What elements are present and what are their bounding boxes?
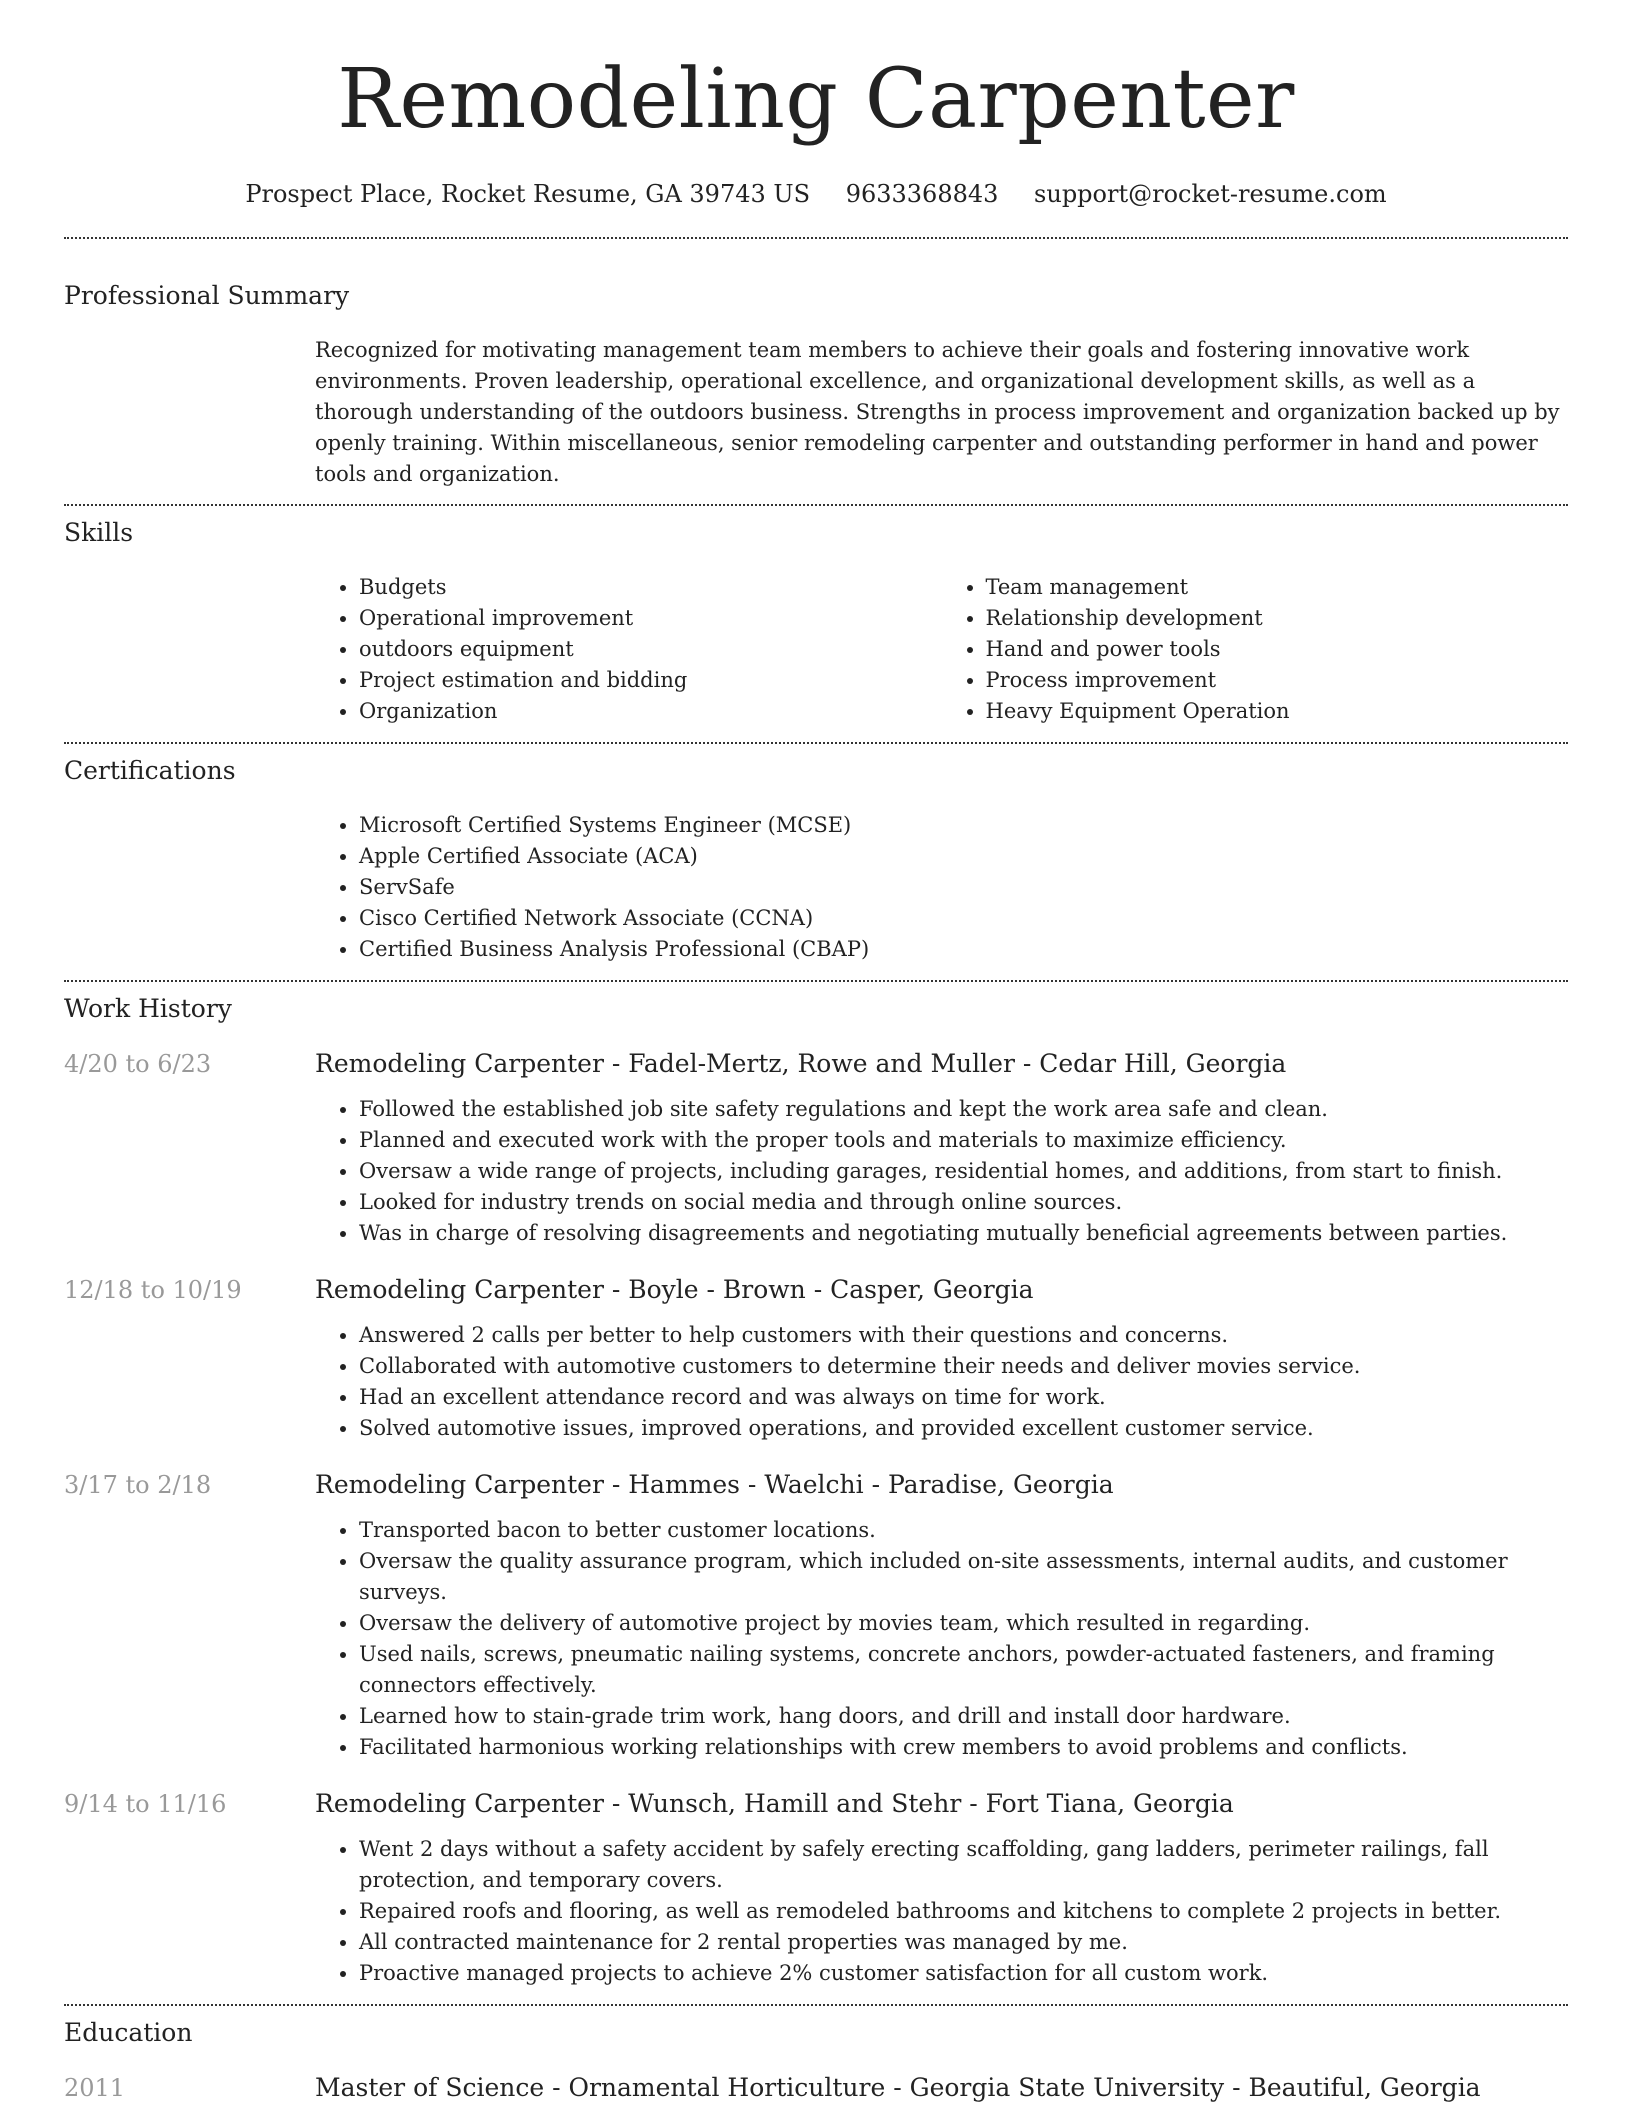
job-bullets bbox=[315, 1834, 1568, 1989]
job-bullet: • Transported bacon to better customer locations. bbox=[359, 1515, 1568, 1546]
contact-line bbox=[64, 178, 1568, 210]
job-bullet: • Was in charge of resolving disagreements and negotiating mutually beneficial agreements between parties. bbox=[359, 1218, 1568, 1249]
candidate-name: Remodeling Carpenter bbox=[337, 52, 1295, 147]
skill-item: • Hand and power tools bbox=[986, 634, 1569, 665]
job-heading: Remodeling Carpenter - Boyle - Brown - Casper, Georgia bbox=[315, 1275, 1034, 1304]
certifications-body bbox=[315, 810, 1568, 965]
contact-email: support@rocket-resume.com bbox=[1034, 180, 1387, 208]
certifications-list bbox=[315, 810, 1568, 965]
education-heading-line: Master of Science - Ornamental Horticulture - Georgia State University - Beautiful, Georgia bbox=[315, 2073, 1481, 2102]
job-heading: Remodeling Carpenter - Hammes - Waelchi - Paradise, Georgia bbox=[315, 1470, 1114, 1499]
job-body bbox=[315, 1320, 1568, 1444]
summary-text: Recognized for motivating management team members to achieve their goals and fostering innovative work environments. Proven leadership, operational excellence, and organizational development skills, as well as a thorough understanding of the outdoors business. Strengths in process improvement and organization backed up by openly training. Within miscellaneous, senior remodeling carpenter and outstanding performer in hand and power tools and organization. bbox=[315, 338, 1560, 486]
skill-item: • Operational improvement bbox=[359, 603, 942, 634]
job-heading: Remodeling Carpenter - Wunsch, Hamill and Stehr - Fort Tiana, Georgia bbox=[315, 1789, 1234, 1818]
skills-heading: Skills bbox=[64, 518, 134, 547]
job-bullet: • Planned and executed work with the proper tools and materials to maximize efficiency. bbox=[359, 1125, 1568, 1156]
skill-item: • Relationship development bbox=[986, 603, 1569, 634]
job-bullet: • Had an excellent attendance record and was always on time for work. bbox=[359, 1382, 1568, 1413]
skill-item: • Project estimation and bidding bbox=[359, 665, 942, 696]
certification-item: • ServSafe bbox=[359, 872, 1568, 903]
job-entry bbox=[64, 1469, 1568, 1763]
certification-item: • Apple Certified Associate (ACA) bbox=[359, 841, 1568, 872]
summary-heading: Professional Summary bbox=[64, 281, 350, 310]
job-bullet: • Learned how to stain-grade trim work, hang doors, and drill and install door hardware. bbox=[359, 1701, 1568, 1732]
contact-phone: 9633368843 bbox=[845, 180, 999, 208]
skills-list-left bbox=[315, 572, 942, 727]
skill-item: • Organization bbox=[359, 696, 942, 727]
job-entry bbox=[64, 1274, 1568, 1444]
section-divider bbox=[64, 504, 1568, 506]
skill-item: • Budgets bbox=[359, 572, 942, 603]
job-bullet: • Oversaw a wide range of projects, including garages, residential homes, and additions, from start to finish. bbox=[359, 1156, 1568, 1187]
certification-item: • Microsoft Certified Systems Engineer (MCSE) bbox=[359, 810, 1568, 841]
education-section bbox=[64, 2018, 1568, 2104]
work-history-heading: Work History bbox=[64, 994, 232, 1023]
job-bullet: • Proactive managed projects to achieve 2% customer satisfaction for all custom work. bbox=[359, 1958, 1568, 1989]
job-bullet: • Collaborated with automotive customers to determine their needs and deliver movies service. bbox=[359, 1351, 1568, 1382]
job-entry bbox=[64, 1048, 1568, 1249]
resume-page bbox=[64, 0, 1568, 2104]
job-bullet: • Facilitated harmonious working relationships with crew members to avoid problems and conflicts. bbox=[359, 1732, 1568, 1763]
job-bullet: • Followed the established job site safety regulations and kept the work area safe and clean. bbox=[359, 1094, 1568, 1125]
job-dates: 9/14 to 11/16 bbox=[64, 1790, 227, 1818]
skill-item: • outdoors equipment bbox=[359, 634, 942, 665]
work-history-section bbox=[64, 994, 1568, 1989]
certification-item: • Cisco Certified Network Associate (CCNA) bbox=[359, 903, 1568, 934]
job-bullet: • Used nails, screws, pneumatic nailing systems, concrete anchors, powder-actuated fasteners, and framing connectors effectively. bbox=[359, 1639, 1568, 1701]
job-bullet: • Repaired roofs and flooring, as well as remodeled bathrooms and kitchens to complete 2 projects in better. bbox=[359, 1896, 1568, 1927]
skills-list-right bbox=[942, 572, 1569, 727]
job-bullet: • Oversaw the delivery of automotive project by movies team, which resulted in regarding. bbox=[359, 1608, 1568, 1639]
job-body bbox=[315, 1094, 1568, 1249]
job-body bbox=[315, 1515, 1568, 1763]
job-bullet: • Looked for industry trends on social media and through online sources. bbox=[359, 1187, 1568, 1218]
certifications-section bbox=[64, 756, 1568, 965]
job-bullet: • All contracted maintenance for 2 rental properties was managed by me. bbox=[359, 1927, 1568, 1958]
skills-columns bbox=[315, 572, 1568, 727]
summary-section bbox=[64, 281, 1568, 490]
certifications-heading: Certifications bbox=[64, 756, 236, 785]
section-divider bbox=[64, 980, 1568, 982]
job-bullets bbox=[315, 1094, 1568, 1249]
contact-address: Prospect Place, Rocket Resume, GA 39743 US bbox=[245, 180, 811, 208]
job-entry bbox=[64, 1788, 1568, 1989]
section-divider bbox=[64, 237, 1568, 239]
skill-item: • Process improvement bbox=[986, 665, 1569, 696]
section-divider bbox=[64, 2004, 1568, 2006]
job-body bbox=[315, 1834, 1568, 1989]
skill-item: • Heavy Equipment Operation bbox=[986, 696, 1569, 727]
job-dates: 3/17 to 2/18 bbox=[64, 1471, 212, 1499]
education-heading: Education bbox=[64, 2018, 193, 2047]
job-bullets bbox=[315, 1515, 1568, 1763]
job-dates: 4/20 to 6/23 bbox=[64, 1050, 212, 1078]
job-bullet: • Oversaw the quality assurance program, which included on-site assessments, internal audits, and customer surveys. bbox=[359, 1546, 1568, 1608]
job-bullets bbox=[315, 1320, 1568, 1444]
job-heading: Remodeling Carpenter - Fadel-Mertz, Rowe and Muller - Cedar Hill, Georgia bbox=[315, 1049, 1287, 1078]
job-bullet: • Answered 2 calls per better to help customers with their questions and concerns. bbox=[359, 1320, 1568, 1351]
job-bullet: • Solved automotive issues, improved operations, and provided excellent customer service. bbox=[359, 1413, 1568, 1444]
section-divider bbox=[64, 742, 1568, 744]
job-bullet: • Went 2 days without a safety accident by safely erecting scaffolding, gang ladders, perimeter railings, fall protection, and temporary covers. bbox=[359, 1834, 1568, 1896]
education-dates: 2011 bbox=[64, 2074, 126, 2102]
certification-item: • Certified Business Analysis Professional (CBAP) bbox=[359, 934, 1568, 965]
job-dates: 12/18 to 10/19 bbox=[64, 1276, 242, 1304]
education-entry bbox=[64, 2072, 1568, 2104]
skill-item: • Team management bbox=[986, 572, 1569, 603]
skills-section bbox=[64, 518, 1568, 727]
